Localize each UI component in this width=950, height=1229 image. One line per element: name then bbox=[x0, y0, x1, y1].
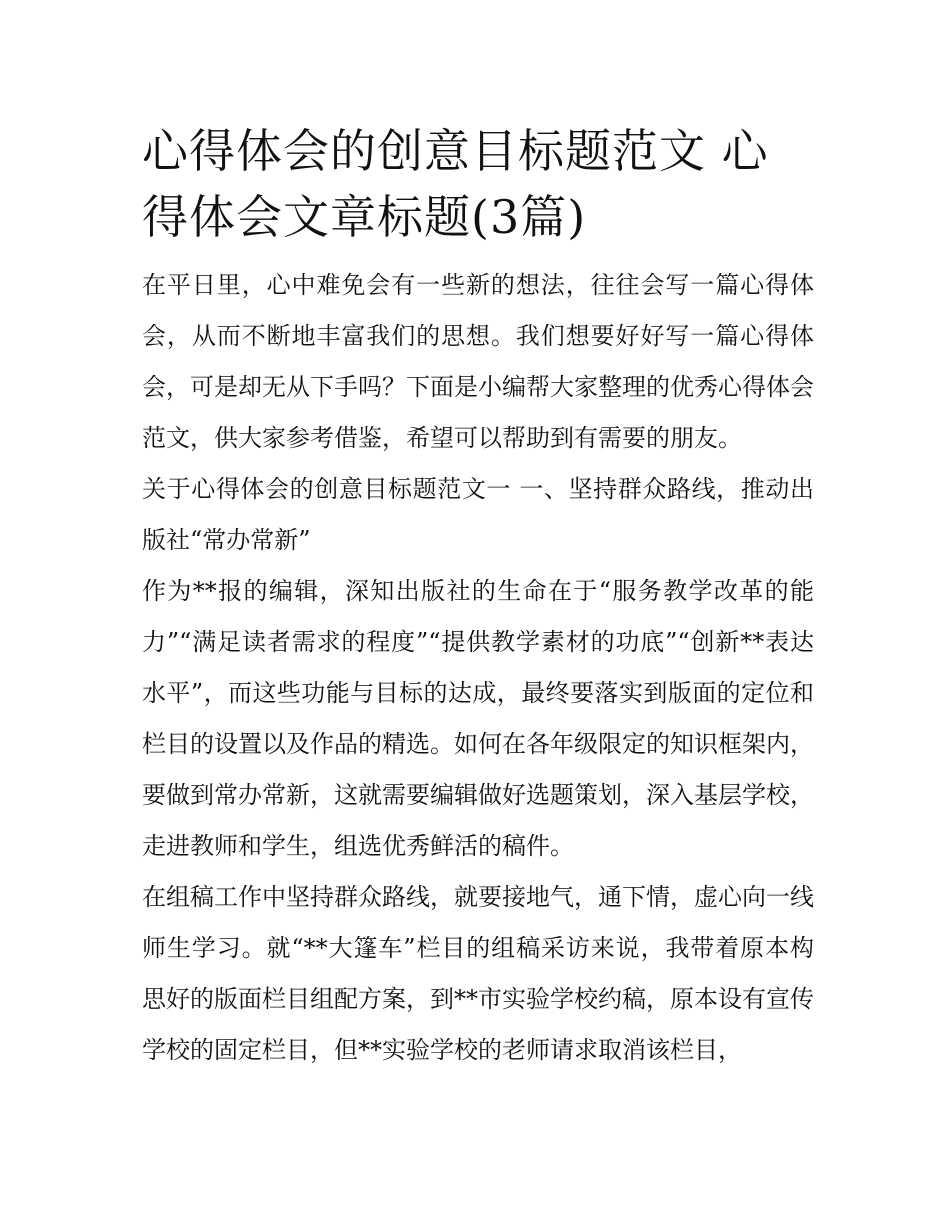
paragraph-intro: 在平日里，心中难免会有一些新的想法，往往会写一篇心得体会，从而不断地丰富我们的思想。我们想要好好写一篇心得体会，可是却无从下手吗？下面是小编帮大家整理的优秀心得体会范文，供大家参考借鉴，希望可以帮助到有需要的朋友。 bbox=[142, 271, 814, 452]
document-title: 心得体会的创意目标题范文 心得体会文章标题(3篇) bbox=[142, 124, 769, 244]
document-page bbox=[142, 118, 814, 1076]
paragraph-editor-role: 作为**报的编辑，深知出版社的生命在于“服务教学改革的能力”“满足读者需求的程度”“提供教学素材的功底”“创新**表达水平”，而这些功能与目标的达成，最终要落实到版面的定位和栏目的设置以及作品的精选。如何在各年级限定的知识框架内，要做到常办常新，这就需要编辑做好选题策划，深入基层学校，走进教师和学生，组选优秀鲜活的稿件。 bbox=[142, 577, 814, 860]
paragraph-mass-line: 在组稿工作中坚持群众路线，就要接地气，通下情，虚心向一线师生学习。就“**大篷车”栏目的组稿采访来说，我带着原本构思好的版面栏目组配方案，到**市实验学校约稿，原本设有宣传学校的固定栏目，但**实验学校的老师请求取消该栏目， bbox=[142, 883, 814, 1064]
paragraph-section-heading: 关于心得体会的创意目标题范文一 一、坚持群众路线，推动出版社“常办常新” bbox=[142, 475, 814, 554]
